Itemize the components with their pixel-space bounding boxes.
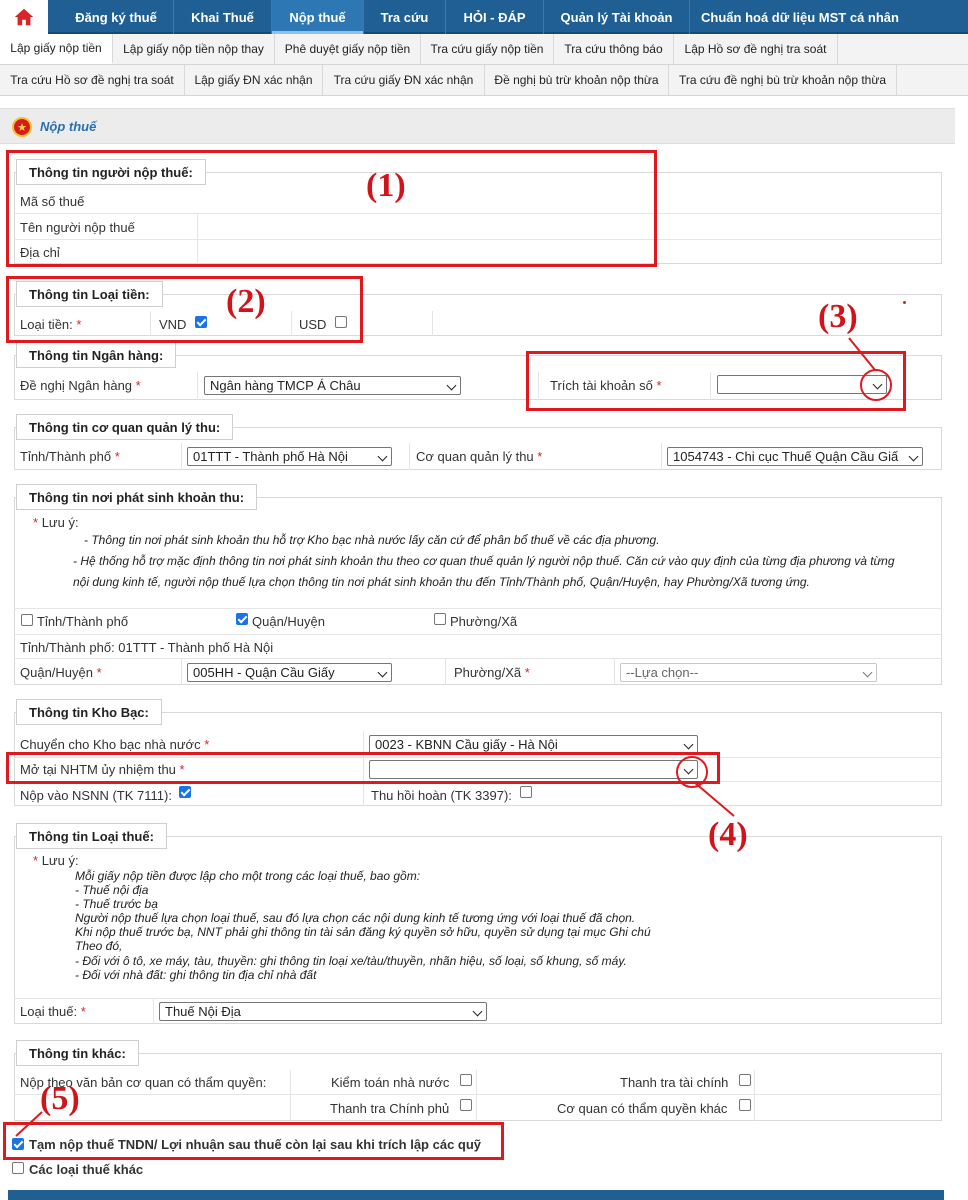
annotation-label-4: (4)	[708, 816, 748, 853]
origin-district-label: Quận/Huyện	[252, 614, 325, 629]
nav-tax-declaration[interactable]: Khai Thuế	[174, 0, 272, 34]
annotation-label-5: (5)	[40, 1080, 80, 1117]
taxtype-note-line: - Đối với nhà đất: ghi thông tin địa chỉ nhà đất	[75, 968, 317, 982]
account-label: Trích tài khoản số *	[550, 378, 662, 393]
home-icon	[13, 6, 35, 28]
authority-legend: Thông tin cơ quan quản lý thu:	[16, 414, 233, 440]
commercial-bank-label: Mở tại NHTM ủy nhiệm thu *	[20, 762, 185, 777]
refund-label: Thu hồi hoàn (TK 3397):	[371, 788, 512, 803]
agency-label: Cơ quan quản lý thu *	[416, 449, 543, 464]
other-authority-label: Nộp theo văn bản cơ quan có thẩm quyền:	[20, 1075, 267, 1090]
chevron-down-icon	[378, 452, 388, 462]
other-taxes-label: Các loại thuế khác	[29, 1162, 144, 1177]
bank-select-value: Ngân hàng TMCP Á Châu	[210, 378, 361, 393]
nav-tax-payment[interactable]: Nộp thuế	[272, 0, 364, 34]
origin-legend: Thông tin nơi phát sinh khoản thu:	[16, 484, 257, 510]
taxtype-label: Loại thuế: *	[20, 1004, 86, 1019]
origin-note-line: nội dung kinh tế, người nộp thuế lựa chọn thông tin nơi phát sinh khoản thu đến Tỉnh/Thành phố, Quận/Huyện, hay Phường/Xã tương ứng.	[73, 575, 810, 589]
divider	[153, 998, 154, 1024]
taxtype-legend: Thông tin Loại thuế:	[16, 823, 167, 849]
nav-account-management[interactable]: Quản lý Tài khoản	[544, 0, 690, 34]
treasury-transfer-label: Chuyển cho Kho bạc nhà nước *	[20, 737, 210, 752]
taxtype-note-line: Mỗi giấy nộp tiền được lập cho một trong các loại thuế, bao gồm:	[75, 869, 421, 883]
refund-checkbox[interactable]	[520, 786, 532, 798]
taxtype-select[interactable]	[159, 1002, 487, 1021]
treasury-legend: Thông tin Kho Bạc:	[16, 699, 162, 725]
ward-select[interactable]	[620, 663, 877, 682]
breadcrumb-label: Nộp thuế	[40, 119, 97, 134]
divider	[661, 443, 662, 470]
divider	[432, 311, 433, 336]
origin-note-line: - Thông tin nơi phát sinh khoản thu hỗ trợ Kho bạc nhà nước lấy căn cứ để phân bổ thuế về các địa phương.	[84, 533, 660, 547]
tab-create-payment-proxy[interactable]: Lập giấy nộp tiền nộp thay	[113, 34, 275, 64]
nsnn-label: Nộp vào NSNN (TK 7111):	[20, 788, 172, 803]
bank-label: Đề nghị Ngân hàng *	[20, 378, 141, 393]
annotation-label-2: (2)	[226, 283, 266, 320]
audit-checkbox[interactable]	[460, 1074, 472, 1086]
chevron-down-icon	[863, 668, 873, 678]
tab-create-confirmation[interactable]: Lập giấy ĐN xác nhận	[185, 65, 323, 95]
origin-section	[14, 497, 942, 685]
currency-legend: Thông tin Loại tiền:	[16, 281, 163, 307]
taxtype-note-line: - Thuế trước bạ	[75, 897, 158, 911]
divider	[181, 658, 182, 685]
other-taxes-checkbox[interactable]	[12, 1162, 24, 1174]
annotation-box-1	[6, 150, 657, 267]
divider	[476, 1070, 477, 1121]
state-emblem-icon: ★	[12, 117, 32, 137]
top-navigation	[0, 0, 968, 34]
annotation-arrow-5	[10, 1110, 50, 1140]
annotation-arrow-4	[690, 780, 750, 820]
divider	[14, 1094, 942, 1095]
origin-ward-checkbox[interactable]	[434, 613, 446, 625]
currency-label: Loại tiền: *	[20, 317, 82, 332]
audit-label: Kiểm toán nhà nước	[331, 1075, 450, 1090]
tab-lookup-notice[interactable]: Tra cứu thông báo	[554, 34, 674, 64]
annotation-label-3: (3)	[818, 298, 858, 335]
nav-tax-registration[interactable]: Đăng ký thuế	[59, 0, 174, 34]
bank-select[interactable]	[204, 376, 461, 395]
divider	[445, 658, 446, 685]
taxpayer-legend: Thông tin người nộp thuế:	[16, 159, 206, 185]
chevron-down-icon	[909, 452, 919, 462]
divider	[14, 608, 942, 609]
chevron-down-icon	[684, 740, 694, 750]
origin-province-label: Tỉnh/Thành phố	[37, 614, 129, 629]
taxtype-select-value: Thuế Nội Địa	[165, 1004, 241, 1019]
taxtype-note-line: Khi nộp thuế trước bạ, NNT phải ghi thông tin tài sản đăng ký quyền sở hữu, quyền sử dụng tại mục Ghi chú	[75, 925, 651, 939]
nav-qa[interactable]: HỎI - ĐÁP	[446, 0, 544, 34]
tab-offset-overpayment[interactable]: Đề nghị bù trừ khoản nộp thừa	[485, 65, 669, 95]
origin-note-label: * Lưu ý:	[33, 515, 79, 530]
annotation-box-2	[6, 276, 363, 343]
origin-note-line: - Hệ thống hỗ trợ mặc định thông tin nơi phát sinh khoản thu theo cơ quan thuế quản lý người nộp thuế. Căn cứ vào quy định của từng địa phương và từng	[73, 554, 895, 568]
annotation-box-5	[3, 1122, 504, 1160]
sub-tabs-row-2	[0, 65, 968, 96]
tab-lookup-payment[interactable]: Tra cứu giấy nộp tiền	[421, 34, 554, 64]
origin-ward-label: Phường/Xã	[450, 614, 518, 629]
origin-province-checkbox[interactable]	[21, 614, 33, 626]
tab-lookup-confirmation[interactable]: Tra cứu giấy ĐN xác nhận	[323, 65, 485, 95]
origin-province-line: Tỉnh/Thành phố: 01TTT - Thành phố Hà Nội	[20, 640, 274, 655]
annotation-dot	[903, 301, 906, 304]
taxtype-note-line: - Đối với ô tô, xe máy, tàu, thuyền: ghi thông tin loại xe/tàu/thuyền, nhãn hiệu, số loại, số khung, số máy.	[75, 954, 627, 968]
nav-lookup[interactable]: Tra cứu	[364, 0, 446, 34]
gov-inspect-checkbox[interactable]	[460, 1099, 472, 1111]
province-label: Tỉnh/Thành phố *	[20, 449, 120, 464]
agency-select-value: 1054743 - Chi cục Thuế Quận Cầu Giấ	[673, 449, 899, 464]
taxpayer-name-label: Tên người nộp thuế	[20, 220, 135, 235]
divider	[614, 658, 615, 685]
divider	[181, 443, 182, 470]
chevron-down-icon	[473, 1007, 483, 1017]
district-select-value: 005HH - Quận Cầu Giấy	[193, 665, 335, 680]
province-select-value: 01TTT - Thành phố Hà Nội	[193, 449, 348, 464]
chevron-down-icon	[378, 668, 388, 678]
other-legend: Thông tin khác:	[16, 1040, 139, 1066]
tab-lookup-reconciliation[interactable]: Tra cứu Hồ sơ đề nghị tra soát	[0, 65, 185, 95]
district-label: Quận/Huyện *	[20, 665, 102, 680]
taxtype-note-line: Theo đó,	[75, 939, 123, 953]
nav-standardize-data[interactable]: Chuẩn hoá dữ liệu MST cá nhân	[701, 9, 899, 25]
sub-tabs-row-1	[0, 34, 968, 65]
divider	[197, 372, 198, 400]
tab-create-payment[interactable]: Lập giấy nộp tiền	[0, 34, 113, 64]
bank-legend: Thông tin Ngân hàng:	[16, 342, 176, 368]
chevron-down-icon	[447, 381, 457, 391]
origin-district-checkbox[interactable]	[236, 613, 248, 625]
province-select[interactable]	[187, 447, 392, 466]
table-header-bar	[8, 1190, 944, 1200]
tab-approve-payment[interactable]: Phê duyệt giấy nộp tiền	[275, 34, 421, 64]
annotation-label-1: (1)	[366, 167, 406, 204]
district-select[interactable]	[187, 663, 392, 682]
treasury-select-value: 0023 - KBNN Cầu giấy - Hà Nội	[375, 737, 558, 752]
ward-label: Phường/Xã *	[454, 665, 530, 680]
divider	[14, 658, 942, 659]
address-label: Địa chỉ	[20, 245, 60, 260]
ward-select-value: --Lựa chọn--	[626, 665, 699, 680]
divider	[754, 1070, 755, 1121]
annotation-arrow-3	[845, 336, 885, 376]
finance-inspect-label: Thanh tra tài chính	[620, 1075, 729, 1090]
vnd-label: VND	[159, 317, 187, 332]
taxtype-note-line: Người nộp thuế lựa chọn loại thuế, sau đó lựa chọn các nội dung kinh tế tương ứng với loại thuế đã chọn.	[75, 911, 636, 925]
usd-label: USD	[299, 317, 327, 332]
nsnn-checkbox[interactable]	[179, 786, 191, 798]
home-button[interactable]	[0, 0, 48, 34]
other-authority-checkbox[interactable]	[739, 1099, 751, 1111]
tab-create-reconciliation[interactable]: Lập Hồ sơ đề nghị tra soát	[674, 34, 838, 64]
breadcrumb	[0, 108, 955, 144]
divider	[14, 634, 942, 635]
gov-inspect-label: Thanh tra Chính phủ	[330, 1101, 450, 1116]
tab-lookup-offset[interactable]: Tra cứu đề nghị bù trừ khoản nộp thừa	[669, 65, 897, 95]
annotation-box-4	[6, 752, 720, 784]
agency-select[interactable]	[667, 447, 923, 466]
divider	[409, 443, 410, 470]
cit-label: Tạm nộp thuế TNDN/ Lợi nhuận sau thuế còn lại sau khi trích lập các quỹ	[29, 1137, 482, 1152]
divider	[290, 1070, 291, 1121]
tax-id-label: Mã số thuế	[20, 194, 85, 209]
finance-inspect-checkbox[interactable]	[739, 1074, 751, 1086]
other-authority-option-label: Cơ quan có thẩm quyền khác	[557, 1101, 728, 1116]
taxtype-note-label: * Lưu ý:	[33, 853, 79, 868]
taxtype-note-line: - Thuế nội địa	[75, 883, 149, 897]
